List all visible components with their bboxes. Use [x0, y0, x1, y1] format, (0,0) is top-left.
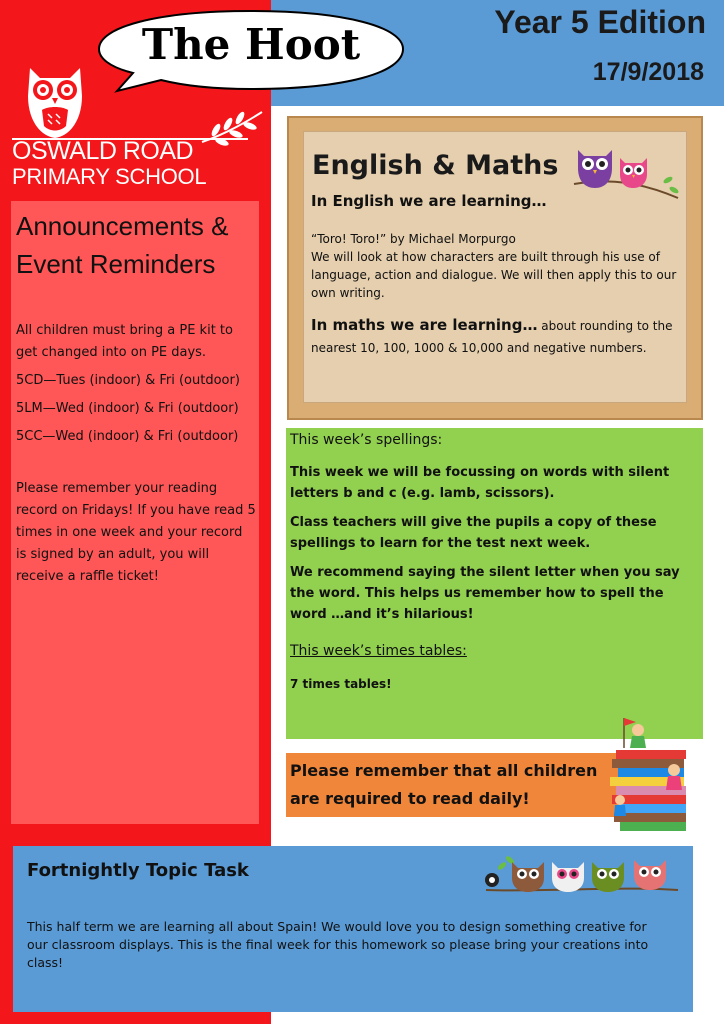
class-5cc-schedule: 5CC—Wed (indoor) & Fri (outdoor) — [16, 429, 239, 444]
school-name-line2: PRIMARY SCHOOL — [12, 164, 207, 189]
maths-section — [311, 314, 683, 359]
english-description: We will look at how characters are built through his use of language, action and dialogue. We will then apply this to our own writing. — [311, 250, 677, 300]
maths-description: about rounding to the nearest 10, 100, 1000 & 10,000 and negative numbers. — [311, 319, 673, 355]
english-heading: In English we are learning… — [311, 192, 547, 210]
reading-reminder-text: Please remember that all children are required to read daily! — [290, 761, 598, 808]
owl-logo-icon — [22, 62, 88, 142]
spellings-focus: This week we will be focussing on words with silent letters b and c (e.g. lamb, scissors). — [290, 465, 670, 501]
pe-kit-text: All children must bring a PE kit to get changed into on PE days. — [16, 323, 233, 360]
reading-record-text: Please remember your reading record on Fridays! If you have read 5 times in one week and your record is signed by an adult, you will receive a raffle ticket! — [16, 481, 256, 584]
topic-task-title: Fortnightly Topic Task — [27, 860, 249, 881]
school-name-line1: OSWALD ROAD — [12, 137, 194, 165]
announcements-title: Announcements & Event Reminders — [16, 211, 229, 279]
topic-task-body: This half term we are learning all about Spain! We would love you to design something creative for our classroom displays. This is the final week for this homework so please bring your creations into class! — [27, 919, 649, 970]
newsletter-title: The Hoot — [141, 20, 361, 69]
spellings-title: This week’s spellings: — [290, 432, 443, 448]
laurel-branch-icon — [200, 108, 264, 148]
english-maths-title: English & Maths — [312, 150, 559, 181]
owls-on-board-icon — [570, 138, 680, 204]
issue-date: 17/9/2018 — [592, 58, 704, 86]
spellings-test: Class teachers will give the pupils a copy of these spellings to learn for the test next week. — [290, 515, 657, 551]
times-tables-body: 7 times tables! — [290, 677, 392, 691]
times-tables-title: This week’s times tables: — [290, 643, 467, 659]
spellings-tip: We recommend saying the silent letter when you say the word. This helps us remember how to spell the word …and it’s hilarious! — [290, 565, 680, 622]
maths-heading: In maths we are learning… — [311, 316, 538, 334]
book-title: “Toro! Toro!” by Michael Morpurgo — [311, 232, 516, 246]
announcements-body — [16, 320, 256, 588]
class-5cd-schedule: 5CD—Tues (indoor) & Fri (outdoor) — [16, 373, 240, 388]
spellings-body — [290, 462, 695, 633]
english-body — [311, 230, 681, 302]
class-5lm-schedule: 5LM—Wed (indoor) & Fri (outdoor) — [16, 401, 239, 416]
books-stack-icon — [608, 714, 694, 834]
owls-on-branch-icon — [482, 852, 682, 898]
edition-label: Year 5 Edition — [494, 4, 706, 40]
